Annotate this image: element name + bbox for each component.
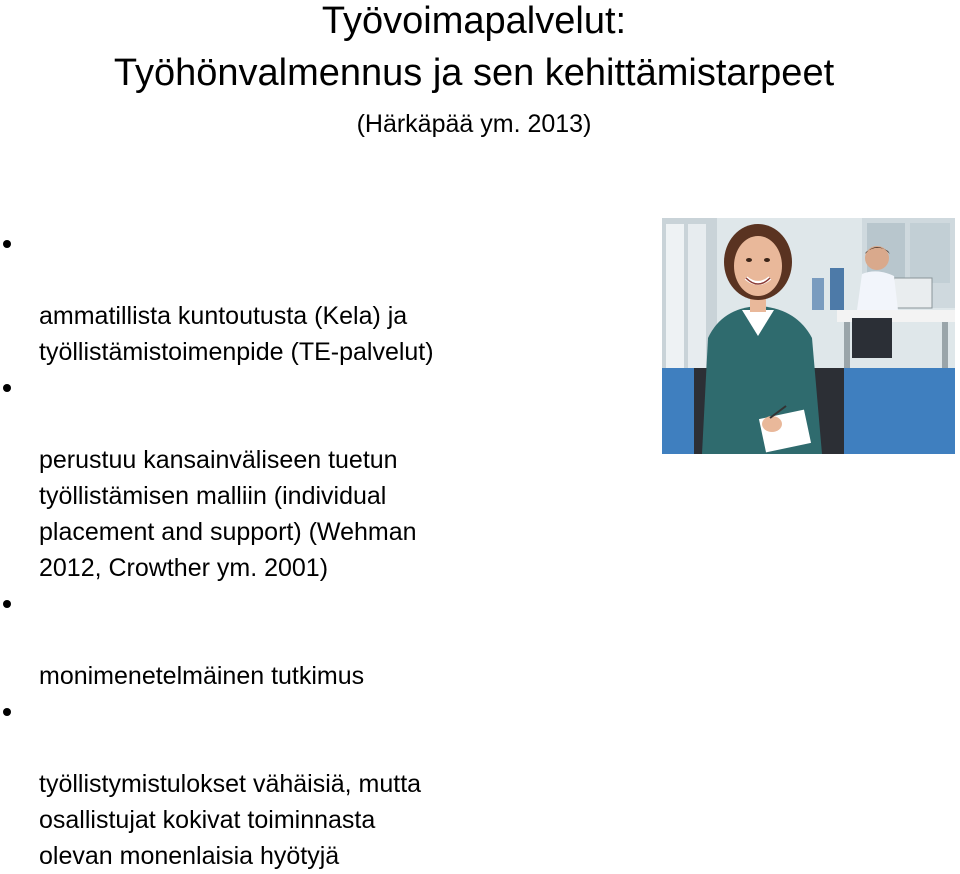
bullet-text: perustuu kansainväliseen tuetun työllistämisen malliin (individual placement and support) (Wehman 2012, Crowther ym. 2001) bbox=[39, 446, 417, 582]
bullet-item-4 bbox=[0, 694, 640, 874]
bullet-text: monimenetelmäinen tutkimus bbox=[39, 662, 365, 690]
bullet-item-3 bbox=[0, 586, 640, 694]
slide-subtitle: (Härkäpää ym. 2013) bbox=[356, 110, 592, 138]
bullet-marker bbox=[3, 708, 11, 716]
title-line-1: Työvoimapalvelut: bbox=[321, 0, 627, 42]
bullet-marker bbox=[3, 600, 11, 608]
bullet-text: ammatillista kuntoutusta (Kela) ja työllistämistoimenpide (TE-palvelut) bbox=[39, 302, 434, 366]
face bbox=[734, 236, 782, 296]
bullet-marker bbox=[3, 240, 11, 248]
bullet-marker bbox=[3, 384, 11, 392]
bullet-list bbox=[0, 226, 640, 874]
office-photo bbox=[662, 218, 955, 454]
hand bbox=[762, 416, 782, 432]
bullet-item-1 bbox=[0, 226, 640, 370]
bullet-text: työllistymistulokset vähäisiä, mutta osallistujat kokivat toiminnasta olevan monenlaisia hyötyjä bbox=[39, 770, 422, 870]
bullet-item-2 bbox=[0, 370, 640, 586]
title-line-2: Työhönvalmennus ja sen kehittämistarpeet bbox=[113, 52, 835, 94]
